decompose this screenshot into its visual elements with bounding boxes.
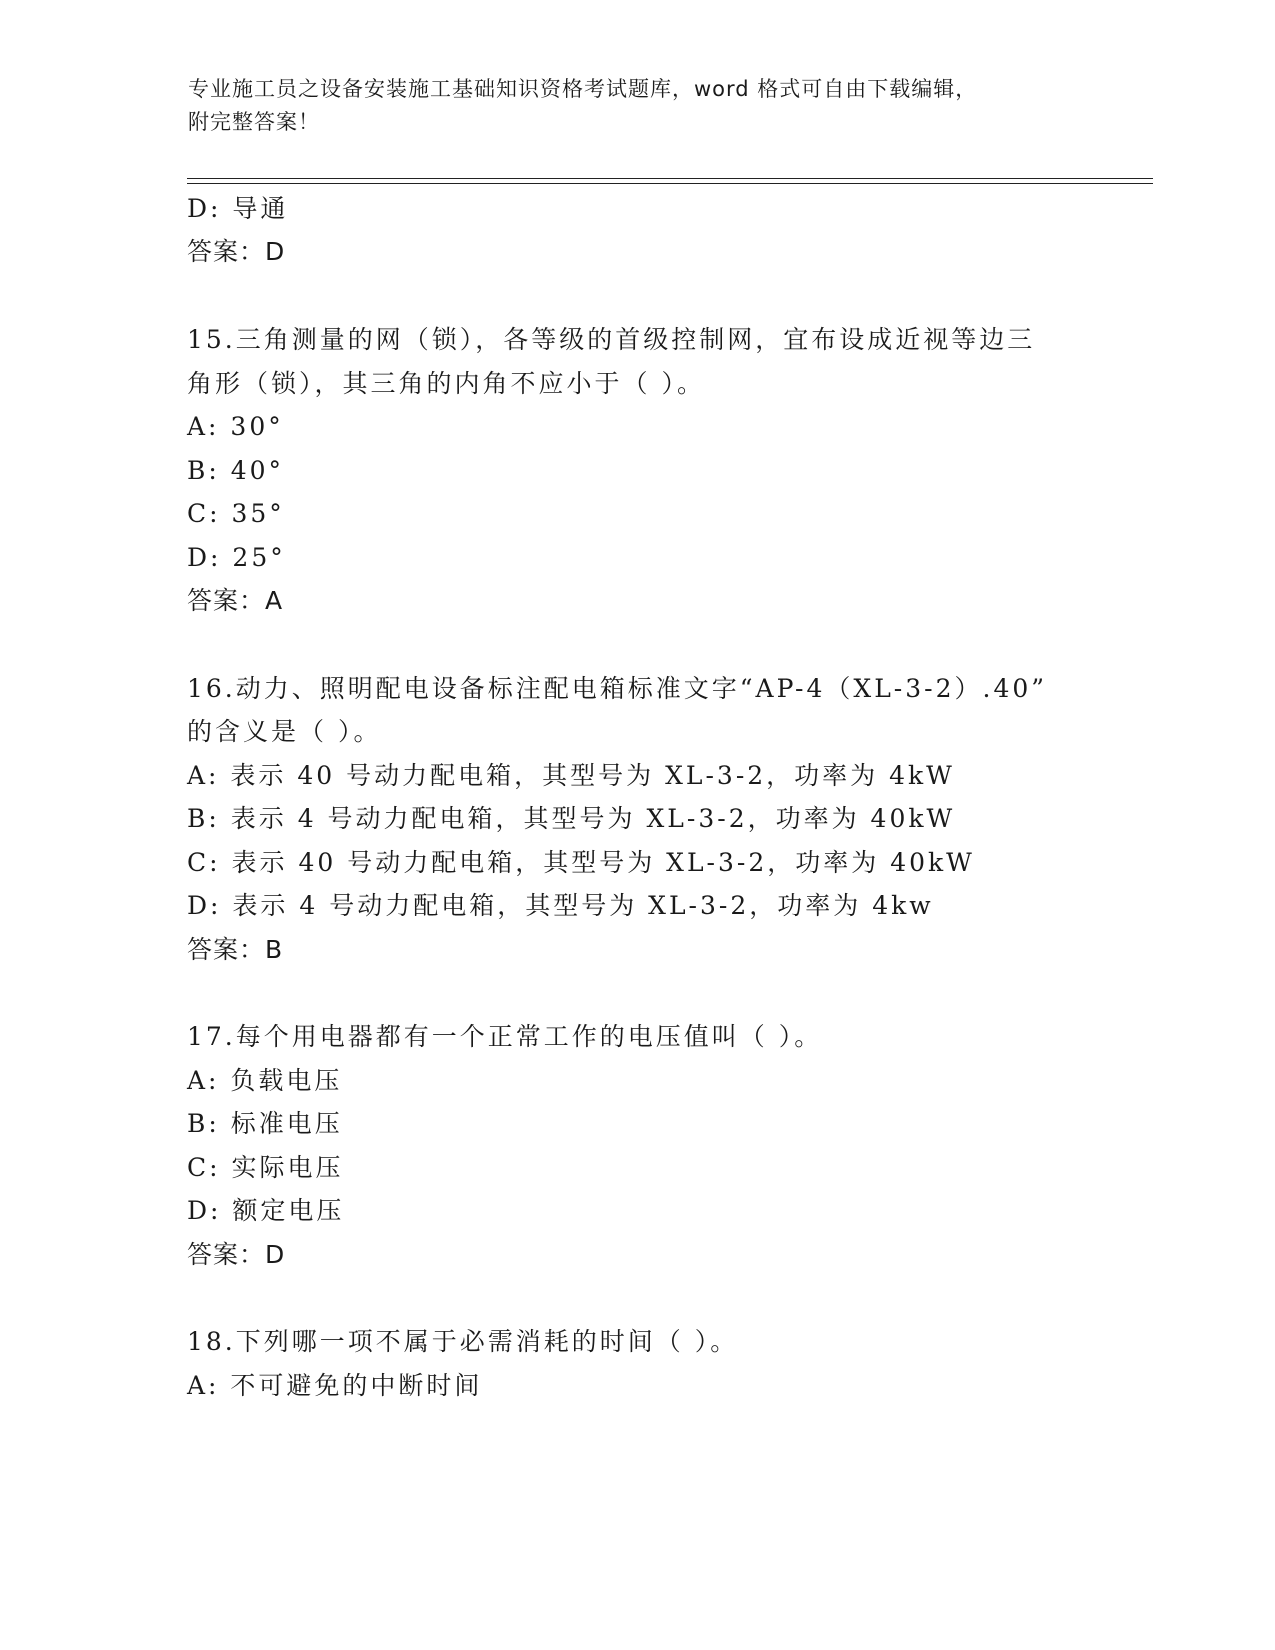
q15-option-a: A: 30° [187, 412, 284, 441]
header-line-2: 附完整答案！ [188, 110, 320, 134]
q15-option-c: C: 35° [187, 499, 285, 528]
q16-option-d: D: 表示 4 号动力配电箱，其型号为 XL-3-2，功率为 4kw [187, 891, 934, 920]
q17-option-c: C: 实际电压 [187, 1153, 344, 1182]
q15-option-d: D: 25° [187, 543, 286, 572]
header-line-1: 专业施工员之设备安装施工基础知识资格考试题库，word 格式可自由下载编辑， [188, 77, 978, 101]
q16-stem-line-2: 的含义是（ ）。 [187, 717, 382, 746]
q15-stem-line-2: 角形（锁），其三角的内角不应小于（ ）。 [187, 369, 705, 398]
q17-answer: 答案：D [187, 1240, 286, 1269]
prev-answer: 答案：D [187, 237, 286, 266]
q17-option-d: D: 额定电压 [187, 1196, 345, 1225]
header-divider-bottom [187, 183, 1153, 184]
q15-option-b: B: 40° [187, 456, 285, 485]
q15-stem-line-1: 15.三角测量的网（锁），各等级的首级控制网，宜布设成近视等边三 [187, 325, 1036, 354]
q16-option-c: C: 表示 40 号动力配电箱，其型号为 XL-3-2，功率为 40kW [187, 848, 975, 877]
q15-answer: 答案：A [187, 586, 284, 615]
q16-answer: 答案：B [187, 935, 284, 964]
q18-stem-line-1: 18.下列哪一项不属于必需消耗的时间（ ）。 [187, 1327, 739, 1356]
q16-option-b: B: 表示 4 号动力配电箱，其型号为 XL-3-2，功率为 40kW [187, 804, 956, 833]
prev-option-d: D: 导通 [187, 194, 289, 223]
q16-option-a: A: 表示 40 号动力配电箱，其型号为 XL-3-2，功率为 4kW [187, 761, 955, 790]
header-divider-top [187, 178, 1153, 179]
document-header [188, 73, 1088, 139]
q17-stem-line-1: 17.每个用电器都有一个正常工作的电压值叫（ ）。 [187, 1022, 823, 1051]
q17-option-a: A: 负载电压 [187, 1066, 343, 1095]
q18-option-a: A: 不可避免的中断时间 [187, 1371, 483, 1400]
q16-stem-line-1: 16.动力、照明配电设备标注配电箱标准文字“AP-4（XL-3-2）.40” [187, 674, 1048, 703]
q17-option-b: B: 标准电压 [187, 1109, 343, 1138]
